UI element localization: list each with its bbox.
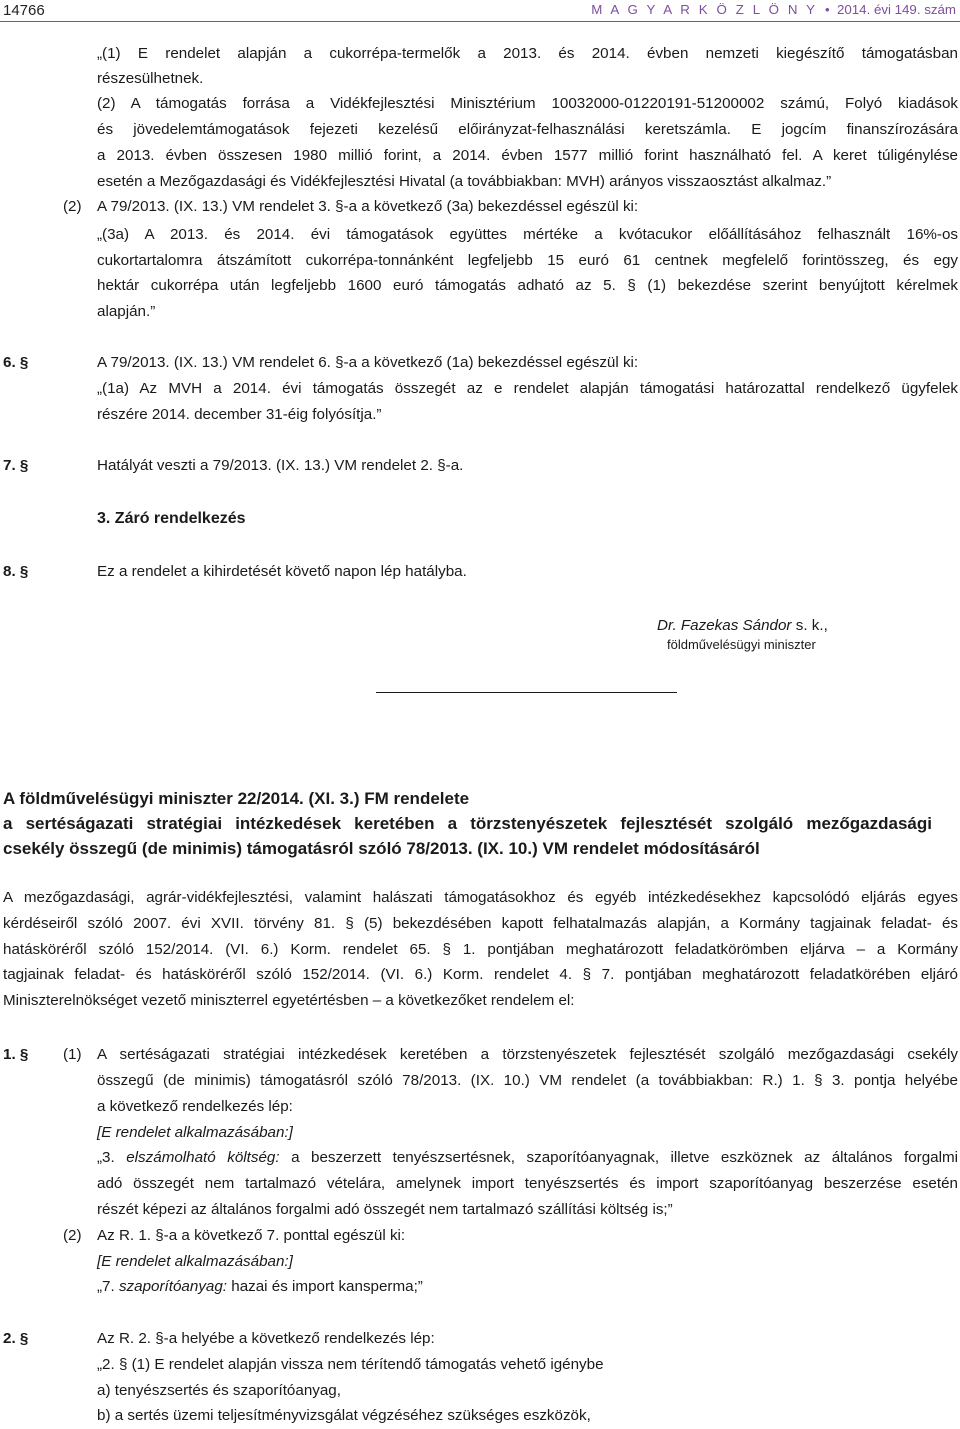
text-span: hazai és import kansperma;” [227, 1278, 423, 1295]
journal-name: M A G Y A R K Ö Z L Ö N Y [591, 2, 818, 17]
chapter-heading [97, 507, 246, 531]
header-rule [0, 21, 960, 22]
text-line: A sertéságazati stratégiai intézkedések keretében a törzstenyészetek fejlesztését szolgáló mezőgazdasági csekély [97, 1046, 958, 1063]
signatory-suffix: s. k., [795, 617, 828, 634]
section-number: 2. § [3, 1330, 29, 1347]
text-line: adó összegét nem tartalmazó vételára, amelynek import tenyészsertés és import szaporítóanyag beszerzése esetén [97, 1175, 958, 1192]
running-header [591, 2, 956, 17]
text-line: Hatályát veszti a 79/2013. (IX. 13.) VM rendelet 2. §-a. [97, 457, 464, 474]
paragraph-number: (2) [63, 198, 82, 215]
text-line: „2. § (1) E rendelet alapján vissza nem térítendő támogatás vehető igénybe [97, 1356, 604, 1373]
text-line: esetén a Mezőgazdasági és Vidékfejlesztési Hivatal (a továbbiakban: MVH) arányos visszaosztást alkalmaz.” [97, 173, 832, 190]
text-line: Ez a rendelet a kihirdetését követő napon lép hatályba. [97, 563, 467, 580]
text-line: alapján.” [97, 303, 156, 320]
decree-subtitle: a sertéságazati stratégiai intézkedések keretében a törzstenyészetek fejlesztését szolgáló mezőgazdasági [3, 814, 932, 833]
text-line: részesülhetnek. [97, 70, 204, 87]
decree-title: A földművelésügyi miniszter 22/2014. (XI. 3.) FM rendelete [3, 789, 470, 808]
separator-rule [376, 692, 677, 693]
page-number: 14766 [3, 2, 45, 19]
text-line: kérdéseiről szóló 2007. évi XVII. törvény 81. § (5) bekezdésében kapott felhatalmazás alapján, a Kormány tagjainak feladat- és [3, 915, 958, 932]
paragraph-number: (2) [63, 1227, 82, 1244]
issue-label: 2014. évi 149. szám [836, 2, 956, 17]
text-line: Az R. 2. §-a helyébe a következő rendelkezés lép: [97, 1330, 435, 1347]
text-line: „(1a) Az MVH a 2014. évi támogatás összegét az e rendelet alapján támogatási határozattal rendelkező ügyfelek [97, 380, 958, 397]
text-line: összegű (de minimis) támogatásról szóló 78/2013. (IX. 10.) VM rendelet (a továbbiakban: R.) 1. § 3. pontja helyébe [97, 1072, 958, 1089]
text-span: „3. [97, 1149, 127, 1166]
defined-term: elszámolható költség: [126, 1149, 280, 1166]
text-line: hektár cukorrépa után legfeljebb 1600 euró támogatás adható az 5. § (1) bekezdése szerint benyújtott kérelmek [97, 277, 958, 294]
text-line: A 79/2013. (IX. 13.) VM rendelet 6. §-a a következő (1a) bekezdéssel egészül ki: [97, 354, 639, 371]
text-line: Miniszterelnökséget vezető miniszterrel egyetértésben – a következőket rendelem el: [3, 992, 575, 1009]
text-line: A 79/2013. (IX. 13.) VM rendelet 3. §-a a következő (3a) bekezdéssel egészül ki: [97, 198, 639, 215]
text-line: [E rendelet alkalmazásában:] [97, 1124, 293, 1141]
text-line: a) tenyészsertés és szaporítóanyag, [97, 1382, 341, 1399]
header-bullet: • [824, 2, 830, 17]
section-number: 7. § [3, 457, 29, 474]
defined-term: szaporítóanyag: [118, 1278, 228, 1295]
section-number: 6. § [3, 354, 29, 371]
text-line [97, 1146, 958, 1170]
text-line: tagjainak feladat- és hatásköréről szóló 152/2014. (VI. 6.) Korm. rendelet 4. § 7. pontjában meghatározott feladatkörében eljáró [3, 966, 958, 983]
paragraph-number: (1) [63, 1046, 82, 1063]
text-line: a 2013. évben összesen 1980 millió forint, a 2014. évben 1577 millió forint használható fel. A keret túligénylése [97, 147, 958, 164]
text-line: részére 2014. december 31-éig folyósítja.” [97, 406, 382, 423]
signatory-title: földművelésügyi miniszter [667, 637, 816, 652]
text-line: [E rendelet alkalmazásában:] [97, 1253, 293, 1270]
text-line: A mezőgazdasági, agrár-vidékfejlesztési, valamint halászati támogatásokhoz és egyéb intézkedésekhez kapcsolódó eljárás egyes [3, 889, 958, 906]
chapter-title: Záró rendelkezés [114, 510, 246, 527]
signatory-name: Dr. Fazekas Sándor [657, 617, 792, 634]
text-line: cukortartalomra átszámított cukorrépa-tonnánként legfeljebb 15 euró 61 centnek megfelelő forintösszeg, és egy [97, 252, 958, 269]
section-number: 1. § [3, 1046, 29, 1063]
page-header [0, 0, 960, 24]
text-line: részét képezi az általános forgalmi adó összegét nem tartalmazó szállítási költség is;” [97, 1201, 673, 1218]
section-number: 8. § [3, 563, 29, 580]
text-line: „(3a) A 2013. és 2014. évi támogatások együttes mértéke a kvótacukor előállításához felhasznált 16%-os [97, 226, 958, 243]
decree-subtitle: csekély összegű (de minimis) támogatásról szóló 78/2013. (IX. 10.) VM rendelet módosításáról [3, 839, 760, 858]
text-line: b) a sertés üzemi teljesítményvizsgálat végzéséhez szükséges eszközök, [97, 1407, 591, 1424]
text-line: Az R. 1. §-a a következő 7. ponttal egészül ki: [97, 1227, 406, 1244]
text-line: és jövedelemtámogatások fejezeti kezelésű előirányzat-felhasználási keretszámla. E jogcím finanszírozására [97, 121, 958, 138]
text-line: „(1) E rendelet alapján a cukorrépa-termelők a 2013. és 2014. évben nemzeti kiegészítő támogatásban [97, 45, 958, 62]
text-line: (2) A támogatás forrása a Vidékfejlesztési Minisztérium 10032000-01220191-51200002 számú, Folyó kiadások [97, 95, 958, 112]
text-line: hatásköréről szóló 152/2014. (VI. 6.) Korm. rendelet 65. § 1. pontjában meghatározott feladatkörömben eljárva – a Kormány [3, 941, 958, 958]
text-span: „7. [97, 1278, 119, 1295]
text-span: a beszerzett tenyészsertésnek, szaporítóanyagnak, illetve eszköznek az általános forgalmi [279, 1149, 959, 1166]
text-line [97, 1275, 423, 1299]
chapter-number: 3. [97, 510, 111, 527]
text-line: a következő rendelkezés lép: [97, 1098, 293, 1115]
